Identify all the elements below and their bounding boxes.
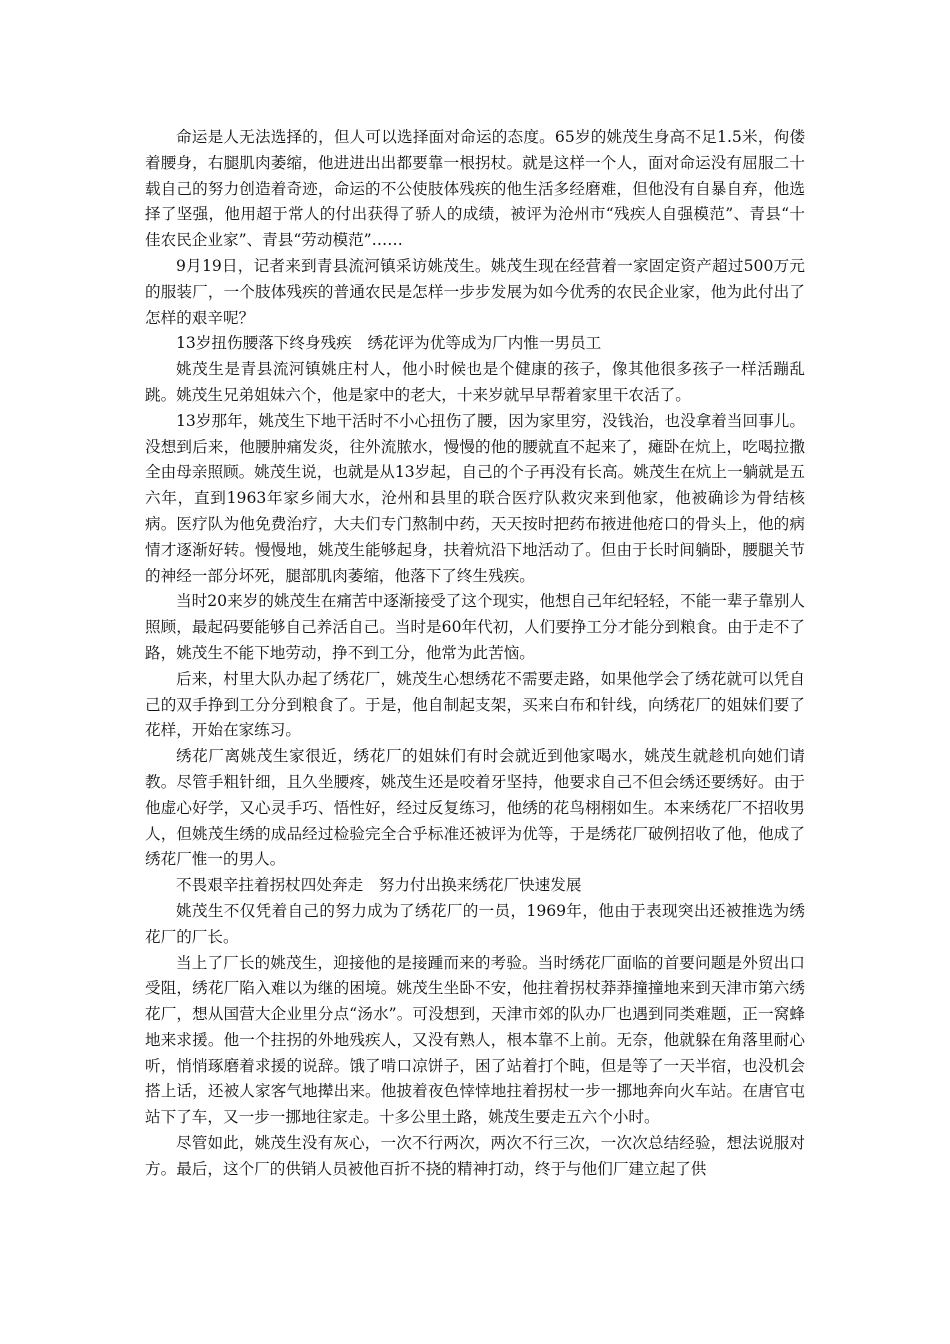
paragraph-embroidery-start: 后来，村里大队办起了绣花厂，姚茂生心想绣花不需要走路，如果他学会了绣花就可以凭自己的双手挣到工分分到粮食了。于是，他自制起支架，买来白布和针线，向绣花厂的姐妹们要了花样，开始在家练习。 <box>145 669 805 740</box>
document-body <box>145 125 805 1183</box>
paragraph-injury: 13岁那年，姚茂生下地干活时不小心扭伤了腰，因为家里穷，没钱治，也没拿着当回事儿。没想到后来，他腰肿痛发炎，往外流脓水，慢慢的他的腰就直不起来了，瘫卧在炕上，吃喝拉撒全由母亲照顾。姚茂生说，也就是从13岁起，自己的个子再没有长高。姚茂生在炕上一躺就是五六年，直到1963年家乡闹大水，沧州和县里的联合医疗队救灾来到他家，他被确诊为骨结核病。医疗队为他免费治疗，大夫们专门熬制中药，天天按时把药布掖进他疮口的骨头上，他的病情才逐渐好转。慢慢地，姚茂生能够起身，扶着炕沿下地活动了。但由于长时间躺卧，腰腿关节的神经一部分坏死，腿部肌肉萎缩，他落下了终生残疾。 <box>145 411 805 585</box>
section-heading-1: 13岁扭伤腰落下终身残疾 绣花评为优等成为厂内惟一男员工 <box>176 334 602 353</box>
section-heading-2: 不畏艰辛拄着拐杖四处奔走 努力付出换来绣花厂快速发展 <box>176 876 582 895</box>
paragraph-intro: 命运是人无法选择的，但人可以选择面对命运的态度。65岁的姚茂生身高不足1.5米，佝偻着腰身，右腿肌肉萎缩，他进进出出都要靠一根拐杖。就是这样一个人，面对命运没有屈服二十载自己的努力创造着奇迹，命运的不公使肢体残疾的他生活多经磨难，但他没有自暴自弃，他选择了坚强，他用超于常人的付出获得了骄人的成绩，被评为沧州市“残疾人自强模范”、青县“十佳农民企业家”、青县“劳动模范”…… <box>145 128 805 250</box>
paragraph-visit: 9月19日，记者来到青县流河镇采访姚茂生。姚茂生现在经营着一家固定资产超过500万元的服装厂，一个肢体残疾的普通农民是怎样一步步发展为如今优秀的农民企业家，他为此付出了怎样的艰辛呢？ <box>145 256 805 327</box>
paragraph-factory-head: 姚茂生不仅凭着自己的努力成为了绣花厂的一员，1969年，他由于表现突出还被推选为绣花厂的厂长。 <box>145 901 805 946</box>
paragraph-persistence: 尽管如此，姚茂生没有灰心，一次不行两次，两次不行三次，一次次总结经验，想法说服对方。最后，这个厂的供销人员被他百折不挠的精神打动，终于与他们厂建立起了供 <box>145 1134 805 1178</box>
paragraph-embroidery-learning: 绣花厂离姚茂生家很近，绣花厂的姐妹们有时会就近到他家喝水，姚茂生就趁机向她们请教。尽管手粗针细，且久坐腰疼，姚茂生还是咬着牙坚持，他要求自己不但会绣还要绣好。由于他虚心好学，又心灵手巧、悟性好，经过反复练习，他绣的花鸟栩栩如生。本来绣花厂不招收男人，但姚茂生绣的成品经过检验完全合乎标准还被评为优等，于是绣花厂破例招收了他，他成了绣花厂惟一的男人。 <box>145 747 805 869</box>
paragraph-acceptance: 当时20来岁的姚茂生在痛苦中逐渐接受了这个现实，他想自己年纪轻轻，不能一辈子靠别人照顾，最起码要能够自己养活自己。当时是60年代初，人们要挣工分才能分到粮食。由于走不了路，姚茂生不能下地劳动，挣不到工分，他常为此苦恼。 <box>145 592 805 662</box>
paragraph-childhood: 姚茂生是青县流河镇姚庄村人，他小时候也是个健康的孩子，像其他很多孩子一样活蹦乱跳。姚茂生兄弟姐妹六个，他是家中的老大，十来岁就早早帮着家里干农活了。 <box>145 360 805 404</box>
paragraph-tianjin-trip: 当上了厂长的姚茂生，迎接他的是接踵而来的考验。当时绣花厂面临的首要问题是外贸出口受阻，绣花厂陷入难以为继的困境。姚茂生坐卧不安，他拄着拐杖莽莽撞撞地来到天津市第六绣花厂，想从国营大企业里分点“汤水”。可没想到，天津市郊的队办厂也遇到同类难题，正一窝蜂地来求援。他一个拄拐的外地残疾人，又没有熟人，根本靠不上前。无奈，他就躲在角落里耐心听，悄悄琢磨着求援的说辞。饿了啃口凉饼子，困了站着打个盹，但是等了一天半宿，也没机会搭上话，还被人家客气地撵出来。他披着夜色悻悻地拄着拐杖一步一挪地奔向火车站。在唐官屯站下了车，又一步一挪地往家走。十多公里土路，姚茂生要走五六个小时。 <box>145 953 805 1127</box>
